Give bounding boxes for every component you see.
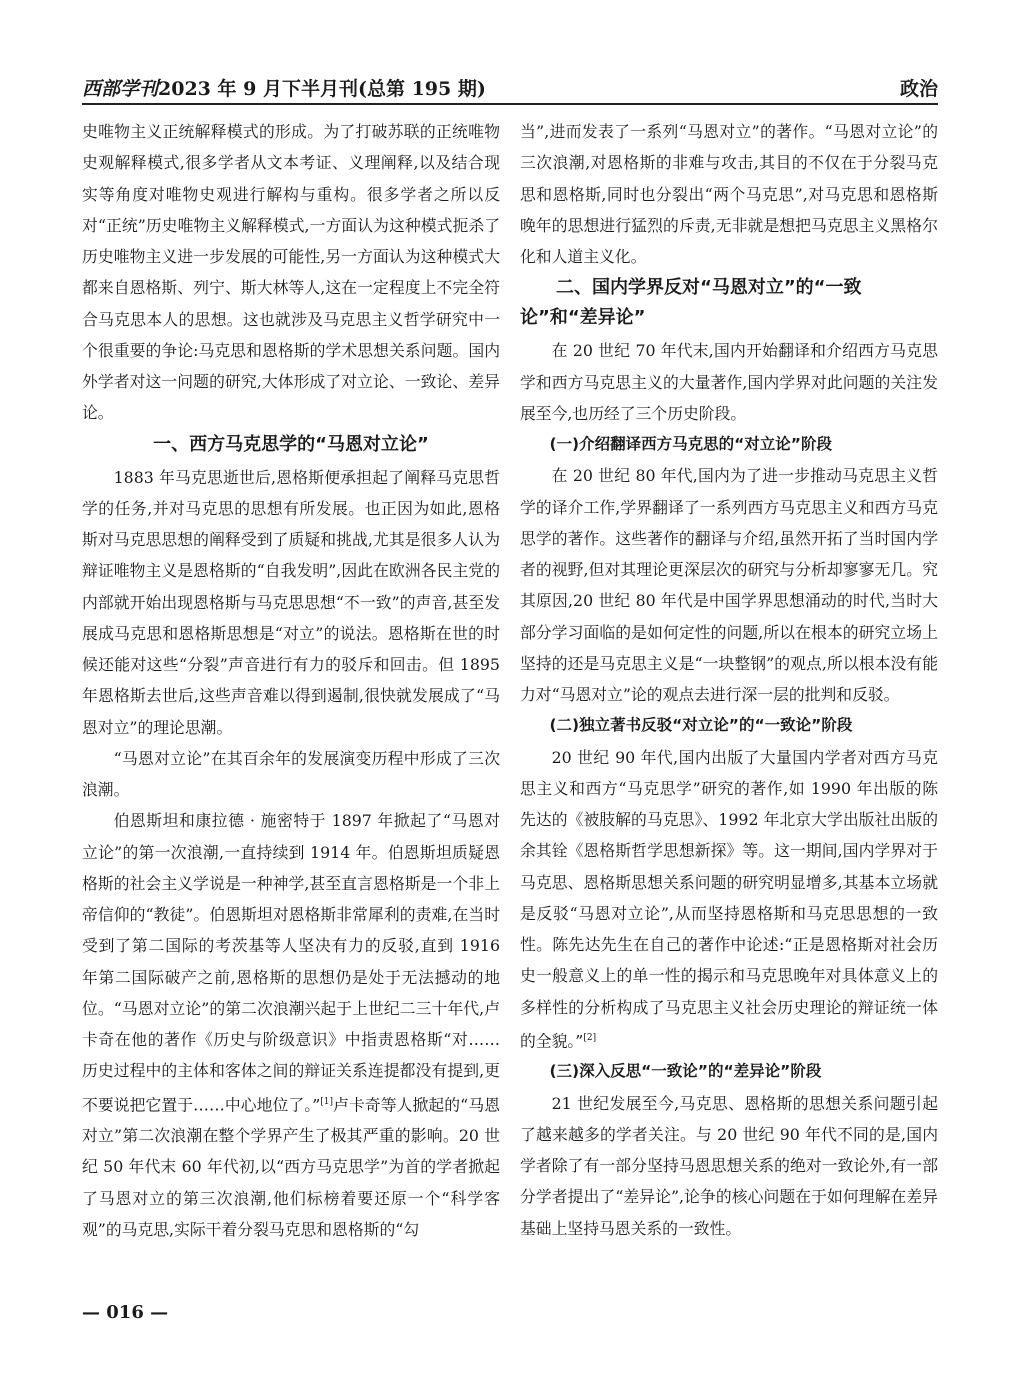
subsection-heading-1: (一)介绍翻译西方马克思的“对立论”阶段 <box>549 435 832 453</box>
paragraph: 在 20 世纪 70 年代末,国内开始翻译和介绍西方马克思学和西方马克思主义的大量著作,国内学界对此问题的关注发展至今,也历经了三个历史阶段。 <box>520 341 938 423</box>
section-heading-2: 二、国内学界反对“马恩对立”的“一致论”和“差异论” <box>520 277 862 329</box>
issue-info: 2023 年 9 月下半月刊(总第 195 期) <box>158 78 486 100</box>
header-rule <box>82 103 938 105</box>
paragraph: 史唯物主义正统解释模式的形成。为了打破苏联的正统唯物史观解释模式,很多学者从文本考证、义理阐释,以及结合现实等角度对唯物史观进行解构与重构。很多学者之所以反对“正统”历史唯物主义解释模式,一方面认为这种模式扼杀了历史唯物主义进一步发展的可能性,另一方面认为这种模式大都来自恩格斯、列宁、斯大林等人,这在一定程度上不完全符合马克思本人的思想。这也就涉及马克思主义哲学研究中一个很重要的争论:马克思和恩格斯的学术思想关系问题。国内外学者对这一问题的研究,大体形成了对立论、一致论、差异论。 <box>82 122 500 423</box>
paragraph-text: 伯恩斯坦和康拉德 · 施密特于 1897 年掀起了“马恩对立论”的第一次浪潮,一直持续到 1914 年。伯恩斯坦质疑恩格斯的社会主义学说是一种神学,甚至直言恩格斯是一个非上帝信仰的“教徒”。伯恩斯坦对恩格斯非常犀利的责难,在当时受到了第二国际的考茨基等人坚决有力的反驳,直到 1916 年第二国际破产之前,恩格斯的思想仍是处于无法撼动的地位。“马恩对立论”的第二次浪潮兴起于上世纪二三十年代,卢卡奇在他的著作《历史与阶级意识》中指责恩格斯“对……历史过程中的主体和客体之间的辩证关系连提都没有提到,更不要说把它置于……中心地位了。” <box>82 811 500 1114</box>
citation-ref: [1] <box>320 1096 334 1107</box>
paragraph-text: 卢卡奇等人掀起的“马恩对立”第二次浪潮在整个学界产生了极其严重的影响。20 世纪 50 年代末 60 年代初,以“西方马克思学”为首的学者掀起了马恩对立的第三次浪潮,他们标榜着要还原一个“科学客观”的马克思,实际干着分裂马克思和恩格斯的“勾 <box>82 1094 500 1239</box>
running-header <box>82 72 938 102</box>
paragraph: “马恩对立论”在其百余年的发展演变历程中形成了三次浪潮。 <box>82 748 500 799</box>
right-column <box>520 116 938 1306</box>
journal-title <box>82 74 486 101</box>
paragraph-with-citation <box>82 805 500 1245</box>
paragraph: 当”,进而发表了一系列“马恩对立”的著作。“马恩对立论”的三次浪潮,对恩格斯的非难与攻击,其目的不仅在于分裂马克思和恩格斯,同时也分裂出“两个马克思”,对马克思和恩格斯晚年的思想进行猛烈的斥责,无非就是想把马克思主义黑格尔化和人道主义化。 <box>520 122 938 266</box>
paragraph-with-citation <box>520 742 938 1057</box>
paragraph: 在 20 世纪 80 年代,国内为了进一步推动马克思主义哲学的译介工作,学界翻译了一系列西方马克思主义和西方马克思学的著作。这些著作的翻译与介绍,虽然开拓了当时国内学者的视野,但对其理论更深层次的研究与分析却寥寥无几。究其原因,20 世纪 80 年代是中国学界思想涌动的时代,当时大部分学习面临的是如何定性的问题,所以在根本的研究立场上坚持的还是马克思主义是“一块整钢”的观点,所以根本没有能力对“马恩对立”论的观点去进行深一层的批判和反驳。 <box>520 466 938 704</box>
page-number: — 016 — <box>82 1302 169 1323</box>
subsection-heading-3: (三)深入反思“一致论”的“差异论”阶段 <box>549 1062 822 1081</box>
subsection-heading-2: (二)独立著书反驳“对立论”的“一致论”阶段 <box>549 716 853 735</box>
paragraph: 1883 年马克思逝世后,恩格斯便承担起了阐释马克思哲学的任务,并对马克思的思想有所发展。也正因为如此,恩格斯对马克思思想的阐释受到了质疑和挑战,尤其是很多人认为辩证唯物主义是恩格斯的“自我发明”,因此在欧洲各民主党的内部就开始出现恩格斯与马克思思想“不一致”的声音,甚至发展成马克思和恩格斯思想是“对立”的说法。恩格斯在世的时候还能对这些“分裂”声音进行有力的驳斥和回击。但 1895 年恩格斯去世后,这些声音难以得到遏制,很快就发展成了“马恩对立”的理论思潮。 <box>82 467 500 737</box>
left-column <box>82 116 500 1306</box>
section-label: 政治 <box>899 78 938 100</box>
paragraph-text: 20 世纪 90 年代,国内出版了大量国内学者对西方马克思主义和西方“马克思学”研究的著作,如 1990 年出版的陈先达的《被肢解的马克思》、1992 年北京大学出版社出版的余其铨《恩格斯哲学思想新探》等。这一期间,国内学界对于马克思、恩格斯思想关系问题的研究明显增多,其基本立场就是反驳“马恩对立论”,从而坚持恩格斯和马克思思想的一致性。陈先达先生在自己的著作中论述:“正是恩格斯对社会历史一般意义上的单一性的揭示和马克思晚年对具体意义上的多样性的分析构成了马克思主义社会历史理论的辩证统一体的全貌。” <box>520 747 938 1051</box>
section-heading-1: 一、西方马克思学的“马恩对立论” <box>153 433 429 455</box>
paragraph: 21 世纪发展至今,马克思、恩格斯的思想关系问题引起了越来越多的学者关注。与 20 世纪 90 年代不同的是,国内学者除了有一部分坚持马恩思想关系的绝对一致论外,有一部分学者提出了“差异论”,论争的核心问题在于如何理解在差异基础上坚持马恩关系的一致性。 <box>520 1093 938 1238</box>
journal-name: 西部学刊 <box>82 78 159 100</box>
citation-ref: [2] <box>583 1032 597 1043</box>
